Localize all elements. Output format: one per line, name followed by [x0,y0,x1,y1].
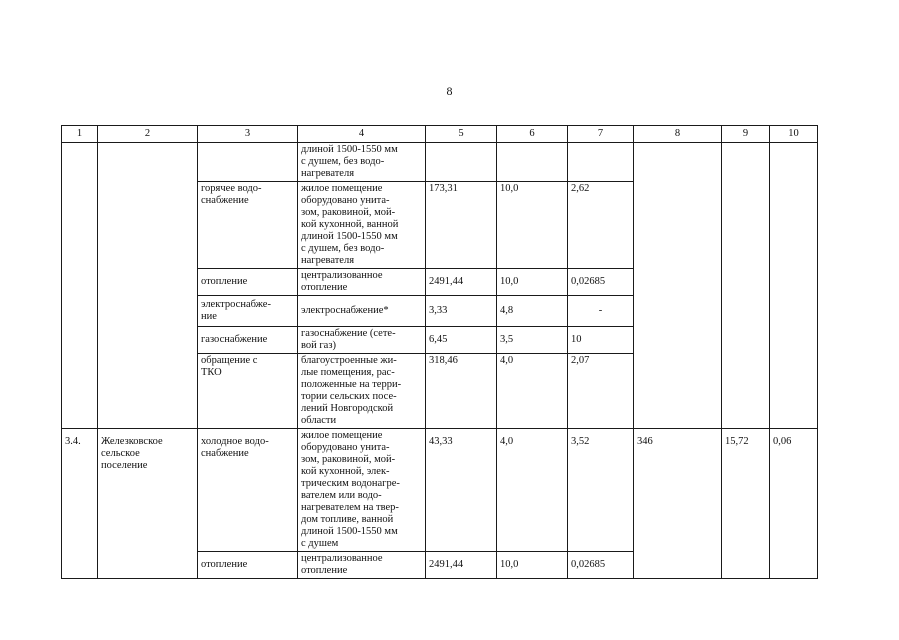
cell-value-col7: 10 [568,327,634,354]
cell-description: централизованное отопление [298,269,426,296]
cell-service: обращение с ТКО [198,354,298,429]
col-header-6: 6 [497,126,568,143]
col-header-1: 1 [62,126,98,143]
cell-value-col10: 0,06 [770,429,818,579]
col-header-4: 4 [298,126,426,143]
cell-service: электроснабже- ние [198,296,298,327]
col-header-2: 2 [98,126,198,143]
cell-description: длиной 1500-1550 мм с душем, без водо- нагревателя [298,143,426,182]
cell-col7 [568,143,634,182]
cell-value-col5: 43,33 [426,429,497,552]
cell-col5 [426,143,497,182]
table-row [62,429,818,552]
cell-description: благоустроенные жи- лые помещения, рас- положенные на терри- тории сельских посе- лений Новгородской области [298,354,426,429]
cell-value-col8: 346 [634,429,722,579]
col-header-3: 3 [198,126,298,143]
cell-value-col5: 2491,44 [426,552,497,579]
section-number: 3.4. [62,429,98,579]
cell-value-col5: 318,46 [426,354,497,429]
cell-value-col6: 4,0 [497,354,568,429]
cell-col10-empty [770,143,818,429]
cell-col9-empty [722,143,770,429]
cell-value-col5: 6,45 [426,327,497,354]
cell-service: горячее водо- снабжение [198,182,298,269]
cell-service: отопление [198,552,298,579]
cell-col1-empty [62,143,98,429]
cell-description: жилое помещение оборудовано унита- зом, раковиной, мой- кой кухонной, элек- трическим водонагре- вателем или водо- нагревателем на твер- дом топливе, ванной длиной 1500-1550 мм с душем [298,429,426,552]
cell-description: централизованное отопление [298,552,426,579]
cell-col2-empty [98,143,198,429]
cell-value-col6: 3,5 [497,327,568,354]
cell-value-col6: 10,0 [497,269,568,296]
table-header-row [62,126,818,143]
settlement-name: Железковское сельское поселение [98,429,198,579]
col-header-9: 9 [722,126,770,143]
cell-service: отопление [198,269,298,296]
cell-description: жилое помещение оборудовано унита- зом, раковиной, мой- кой кухонной, ванной длиной 1500-1550 мм с душем, без водо- нагревателя [298,182,426,269]
cell-value-col7: 0,02685 [568,552,634,579]
cell-value-col5: 2491,44 [426,269,497,296]
cell-value-col9: 15,72 [722,429,770,579]
cell-service: газоснабжение [198,327,298,354]
cell-description: электроснабжение* [298,296,426,327]
table-row [62,143,818,182]
col-header-8: 8 [634,126,722,143]
cell-service: холодное водо- снабжение [198,429,298,552]
cell-service [198,143,298,182]
col-header-5: 5 [426,126,497,143]
cell-value-col7: 2,62 [568,182,634,269]
tariff-table [61,125,818,579]
cell-value-col6: 10,0 [497,182,568,269]
col-header-7: 7 [568,126,634,143]
cell-value-col7: 0,02685 [568,269,634,296]
cell-description: газоснабжение (сете- вой газ) [298,327,426,354]
cell-value-col7: - [568,296,634,327]
cell-value-col6: 10,0 [497,552,568,579]
cell-value-col7: 3,52 [568,429,634,552]
cell-value-col5: 173,31 [426,182,497,269]
cell-col6 [497,143,568,182]
page-number: 8 [446,84,453,98]
cell-value-col7: 2,07 [568,354,634,429]
cell-value-col6: 4,8 [497,296,568,327]
col-header-10: 10 [770,126,818,143]
cell-col8-empty [634,143,722,429]
cell-value-col5: 3,33 [426,296,497,327]
cell-value-col6: 4,0 [497,429,568,552]
